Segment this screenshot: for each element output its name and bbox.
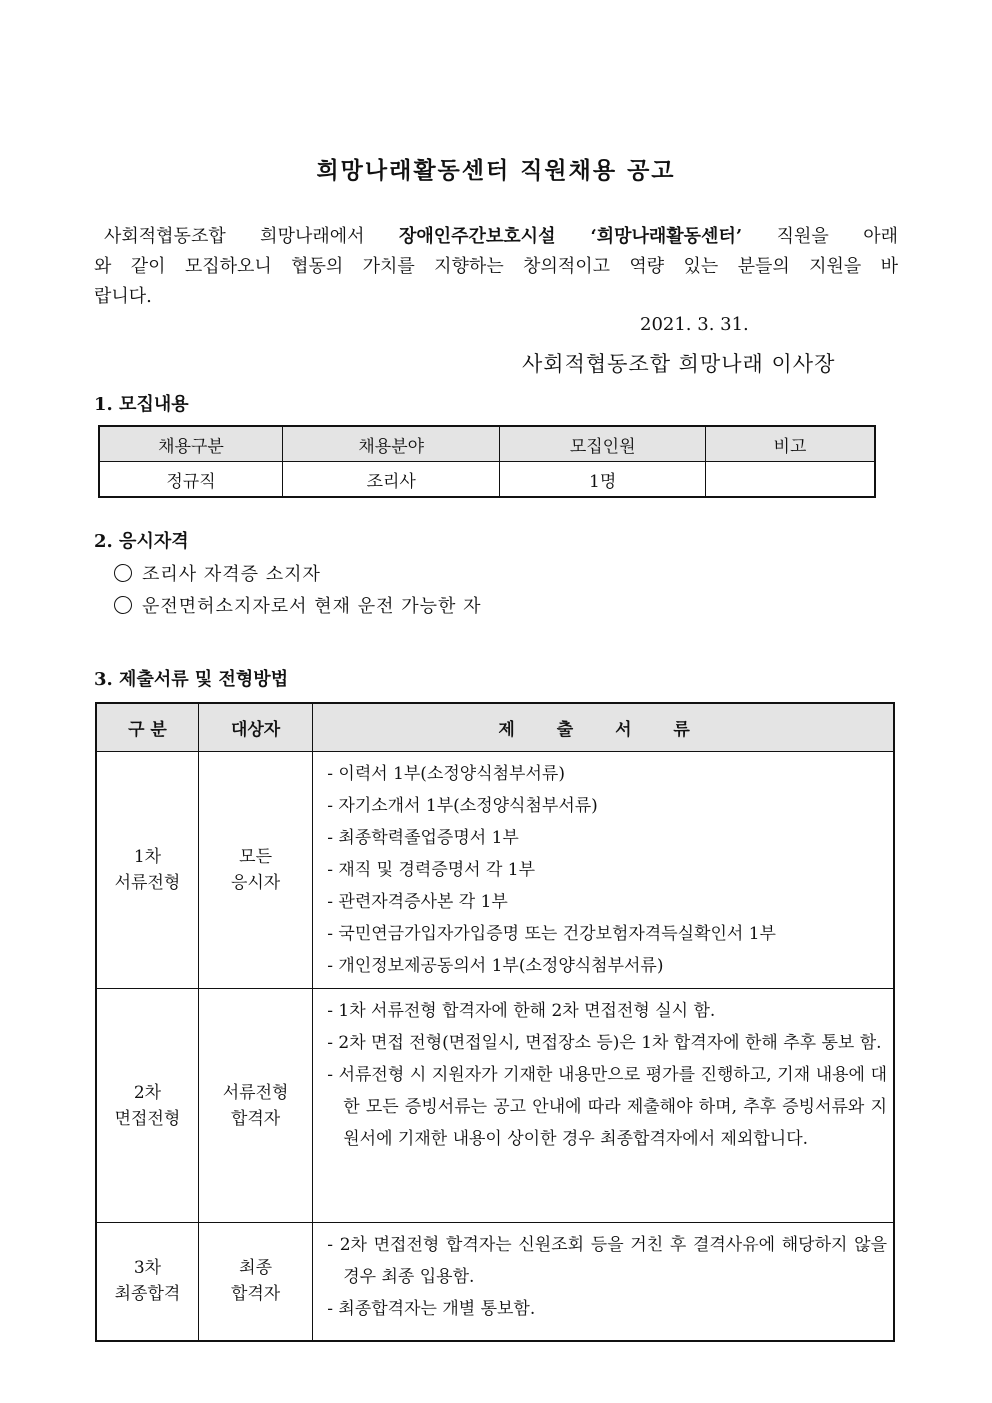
table-cell: 정규직 <box>99 462 283 498</box>
document-line: - 이력서 1부(소정양식첨부서류) <box>327 764 565 784</box>
table-cell <box>705 462 875 498</box>
section-title-qualifications: 2. 응시자격 <box>94 531 189 552</box>
circle-bullet-icon <box>114 564 132 582</box>
intro-text: 랍니다. <box>94 286 152 307</box>
table-header: 채용구분 <box>99 426 283 462</box>
table-header: 제 출 서 류 <box>313 703 894 752</box>
table-row <box>96 989 894 1223</box>
intro-text: 직원을 아래 <box>742 226 898 247</box>
table-row <box>96 752 894 989</box>
documents-cell <box>313 752 894 989</box>
list-item: 운전면허소지자로서 현재 운전 가능한 자 <box>114 592 481 618</box>
table-header: 모집인원 <box>500 426 705 462</box>
notice-date: 2021. 3. 31. <box>640 314 749 335</box>
table-header: 대상자 <box>198 703 312 752</box>
table-cell: 조리사 <box>283 462 500 498</box>
note-line: - 2차 면접전형 합격자는 신원조회 등을 거친 후 결격사유에 해당하지 않을경우 최종 입용함. <box>327 1235 887 1287</box>
intro-text: 와 같이 모집하오니 협동의 가치를 지향하는 창의적이고 역량 있는 분들의 지원을 바 <box>94 256 898 277</box>
stage-cell: 2차 면접전형 <box>96 989 198 1223</box>
note-line: - 최종합격자는 개별 통보함. <box>327 1299 536 1319</box>
note-line: - 서류전형 시 지원자가 기재한 내용만으로 평가를 진행하고, 기재 내용에 대한 모든 증빙서류는 공고 안내에 따라 제출해야 하며, 추후 증빙서류와 지원서에 기재한 내용이 상이한 경우 최종합격자에서 제외합니다. <box>327 1065 887 1149</box>
page-title: 희망나래활동센터 직원채용 공고 <box>316 157 676 184</box>
document-line: - 최종학력졸업증명서 1부 <box>327 828 519 848</box>
document-line: - 재직 및 경력증명서 각 1부 <box>327 860 536 880</box>
target-cell: 서류전형 합격자 <box>198 989 312 1223</box>
target-cell: 최종 합격자 <box>198 1223 312 1341</box>
table-row <box>99 462 875 498</box>
facility-name: 장애인주간보호시설 ‘희망나래활동센터’ <box>398 226 743 247</box>
table-header: 채용분야 <box>283 426 500 462</box>
document-line: - 국민연금가입자가입증명 또는 건강보험자격득실확인서 1부 <box>327 924 776 944</box>
stage-cell: 1차 서류전형 <box>96 752 198 989</box>
table-cell: 1명 <box>500 462 705 498</box>
target-cell: 모든 응시자 <box>198 752 312 989</box>
intro-paragraph <box>94 222 898 312</box>
table-header: 구 분 <box>96 703 198 752</box>
documents-table <box>95 702 895 1342</box>
table-row <box>96 1223 894 1341</box>
documents-cell <box>313 989 894 1223</box>
intro-text: 사회적협동조합 희망나래에서 <box>104 226 399 247</box>
note-line: - 1차 서류전형 합격자에 한해 2차 면접전형 실시 함. <box>327 1001 716 1021</box>
section-title-recruitment: 1. 모집내용 <box>94 394 189 415</box>
list-item: 조리사 자격증 소지자 <box>114 560 321 586</box>
table-header: 비고 <box>705 426 875 462</box>
section-title-documents: 3. 제출서류 및 전형방법 <box>94 669 289 690</box>
stage-cell: 3차 최종합격 <box>96 1223 198 1341</box>
note-line: - 2차 면접 전형(면접일시, 면접장소 등)은 1차 합격자에 한해 추후 통보 함. <box>327 1033 882 1053</box>
document-line: - 개인정보제공동의서 1부(소정양식첨부서류) <box>327 956 664 976</box>
documents-cell <box>313 1223 894 1341</box>
document-line: - 관련자격증사본 각 1부 <box>327 892 508 912</box>
recruitment-table <box>98 425 876 498</box>
document-line: - 자기소개서 1부(소정양식첨부서류) <box>327 796 598 816</box>
signer: 사회적협동조합 희망나래 이사장 <box>522 352 836 376</box>
circle-bullet-icon <box>114 596 132 614</box>
